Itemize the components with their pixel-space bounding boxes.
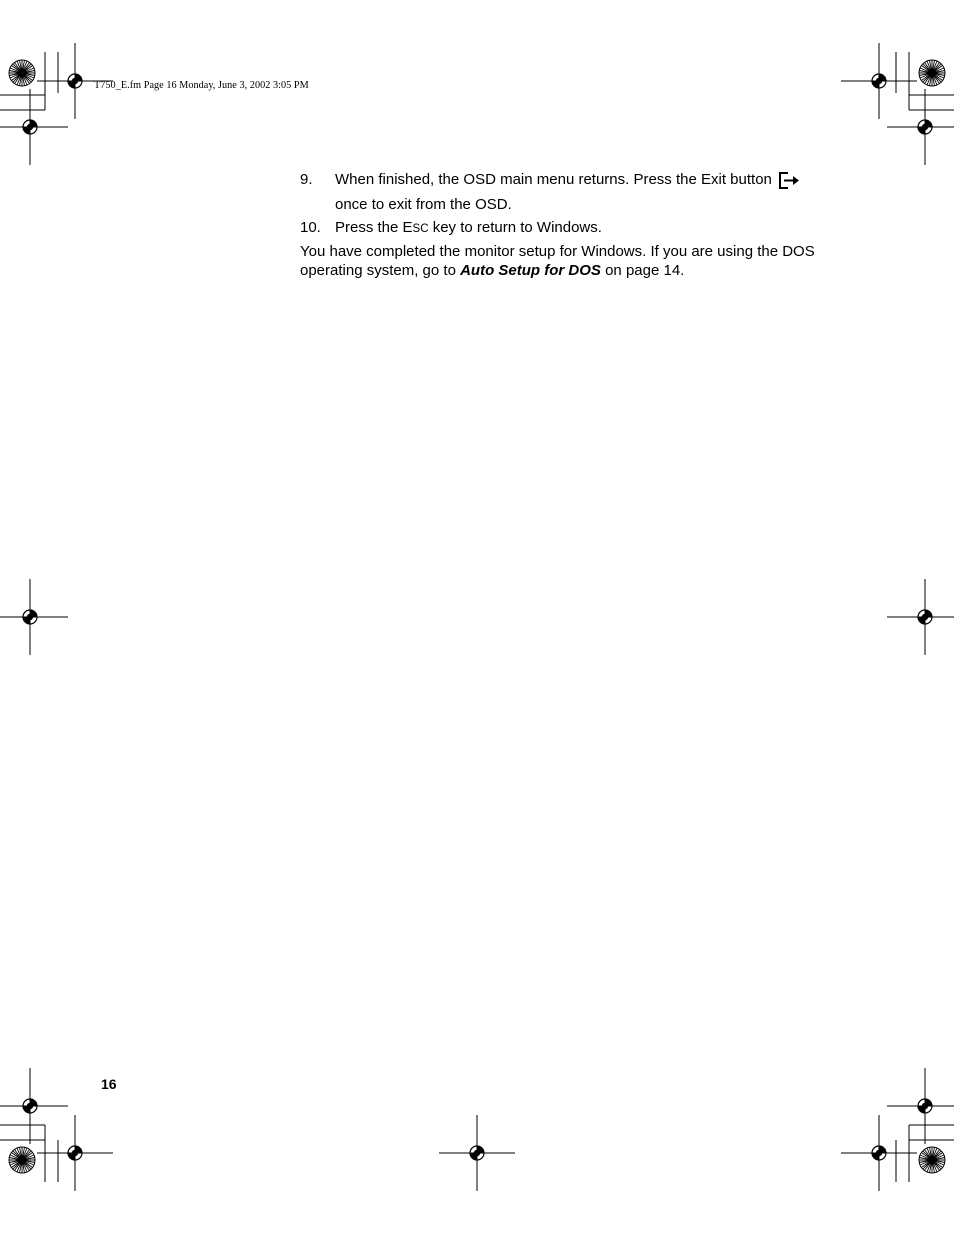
crosshair-bottom-right-b	[841, 1115, 917, 1191]
exit-button-icon	[778, 170, 800, 195]
main-content	[300, 170, 840, 280]
paragraph-before-link: operating system, go to	[300, 262, 461, 279]
color-target-top-left	[9, 60, 35, 86]
crosshair-middle-left	[0, 579, 68, 655]
color-target-top-right	[919, 60, 945, 86]
paragraph-after-link: on page 14.	[600, 262, 685, 279]
page-number: 16	[101, 1076, 117, 1092]
crosshair-bottom-left-b	[37, 1115, 113, 1191]
step-text	[335, 218, 840, 239]
step-10	[300, 218, 840, 239]
framemaker-file-info: T750_E.fm Page 16 Monday, June 3, 2002 3:05 PM	[94, 80, 309, 91]
auto-setup-dos-link[interactable]: Auto Setup for DOS	[460, 262, 601, 279]
step-text	[335, 170, 840, 214]
step-text-line1: When finished, the OSD main menu returns. Press the Exit button	[335, 171, 772, 188]
color-target-bottom-left	[9, 1147, 35, 1173]
completion-paragraph	[300, 242, 840, 280]
esc-key-first: E	[402, 219, 413, 236]
crosshair-bottom-right-a	[887, 1068, 954, 1144]
step-text-before: Press the	[335, 219, 403, 236]
step-text-after: key to return to Windows.	[428, 219, 602, 236]
crosshair-bottom-center	[439, 1115, 515, 1191]
crosshair-middle-right	[887, 579, 954, 655]
step-number: 10.	[300, 219, 321, 236]
crosshair-top-right-a	[841, 43, 917, 119]
color-target-bottom-right	[919, 1147, 945, 1173]
crosshair-top-left-b	[0, 89, 68, 165]
crosshair-top-right-b	[887, 89, 954, 165]
crosshair-bottom-left-a	[0, 1068, 68, 1144]
step-number: 9.	[300, 171, 313, 188]
step-text-line2: once to exit from the OSD.	[335, 196, 512, 213]
step-9	[300, 170, 840, 214]
paragraph-line1: You have completed the monitor setup for Windows. If you are using the DOS	[300, 243, 815, 260]
esc-key-rest: SC	[412, 223, 429, 235]
